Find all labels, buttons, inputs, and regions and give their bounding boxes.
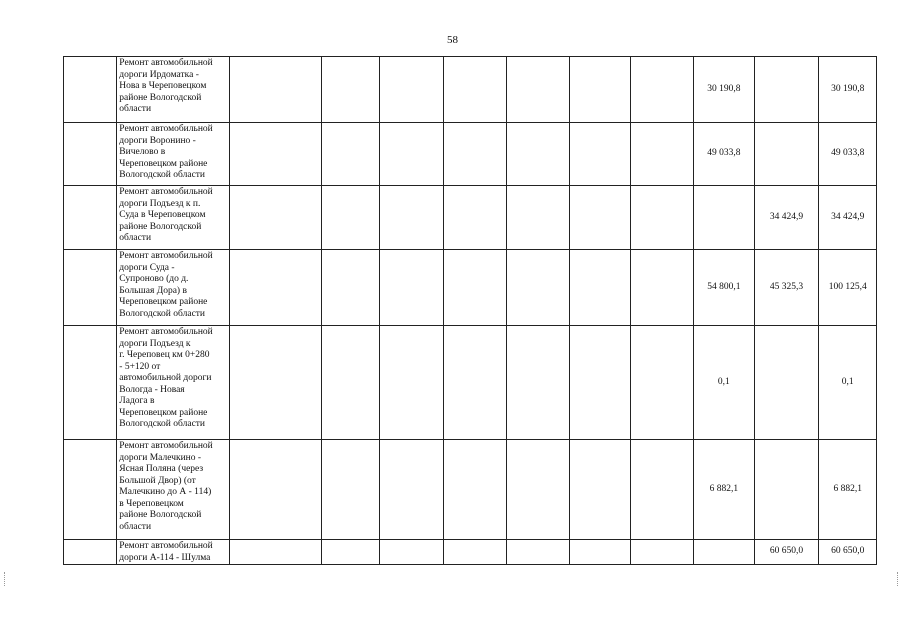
road-repair-description: Ремонт автомобильной дороги Подъезд к п. Суда в Череповецком районе Вологодской области (117, 186, 230, 250)
empty-cell (322, 57, 379, 123)
amount-cell (754, 57, 819, 123)
row-number-cell (64, 123, 117, 186)
amount-cell: 49 033,8 (694, 123, 755, 186)
empty-cell (379, 186, 444, 250)
total-amount-cell: 30 190,8 (819, 57, 877, 123)
empty-cell (569, 250, 631, 326)
empty-cell (379, 440, 444, 540)
empty-cell (230, 123, 322, 186)
total-amount-cell: 34 424,9 (819, 186, 877, 250)
scan-edge-mark-right (897, 572, 900, 586)
table-row (64, 250, 877, 326)
empty-cell (379, 540, 444, 565)
road-repair-description: Ремонт автомобильной дороги А-114 - Шулма (117, 540, 230, 565)
empty-cell (507, 440, 570, 540)
amount-cell: 30 190,8 (694, 57, 755, 123)
road-repair-description: Ремонт автомобильной дороги Воронино - Вичелово в Череповецком районе Вологодской области (117, 123, 230, 186)
row-number-cell (64, 540, 117, 565)
empty-cell (444, 250, 507, 326)
row-number-cell (64, 186, 117, 250)
amount-cell (754, 326, 819, 440)
total-amount-cell: 6 882,1 (819, 440, 877, 540)
empty-cell (631, 250, 694, 326)
amount-cell: 34 424,9 (754, 186, 819, 250)
amount-cell: 60 650,0 (754, 540, 819, 565)
empty-cell (507, 186, 570, 250)
empty-cell (507, 57, 570, 123)
empty-cell (379, 123, 444, 186)
empty-cell (230, 326, 322, 440)
empty-cell (507, 250, 570, 326)
amount-cell (754, 123, 819, 186)
row-number-cell (64, 250, 117, 326)
empty-cell (322, 186, 379, 250)
empty-cell (631, 186, 694, 250)
empty-cell (569, 440, 631, 540)
amount-cell (754, 440, 819, 540)
empty-cell (631, 123, 694, 186)
total-amount-cell: 0,1 (819, 326, 877, 440)
table-row (64, 326, 877, 440)
empty-cell (569, 540, 631, 565)
empty-cell (569, 57, 631, 123)
table-row (64, 123, 877, 186)
total-amount-cell: 49 033,8 (819, 123, 877, 186)
empty-cell (322, 123, 379, 186)
total-amount-cell: 100 125,4 (819, 250, 877, 326)
empty-cell (569, 186, 631, 250)
road-repair-description: Ремонт автомобильной дороги Малечкино - Ясная Поляна (через Большой Двор) (от Малечкино до А - 114) в Череповецком районе Вологодской области (117, 440, 230, 540)
empty-cell (444, 57, 507, 123)
empty-cell (322, 440, 379, 540)
empty-cell (444, 123, 507, 186)
amount-cell (694, 186, 755, 250)
table-row (64, 186, 877, 250)
empty-cell (444, 186, 507, 250)
amount-cell (694, 540, 755, 565)
empty-cell (379, 57, 444, 123)
row-number-cell (64, 57, 117, 123)
empty-cell (631, 57, 694, 123)
empty-cell (230, 540, 322, 565)
scan-edge-mark-left (4, 572, 7, 586)
row-number-cell (64, 440, 117, 540)
table-row (64, 540, 877, 565)
table-row (64, 57, 877, 123)
page-number: 58 (447, 34, 458, 46)
amount-cell: 6 882,1 (694, 440, 755, 540)
empty-cell (230, 186, 322, 250)
empty-cell (444, 540, 507, 565)
empty-cell (507, 123, 570, 186)
road-repair-description: Ремонт автомобильной дороги Суда - Супроново (до д. Большая Дора) в Череповецком районе Вологодской области (117, 250, 230, 326)
empty-cell (569, 123, 631, 186)
amount-cell: 0,1 (694, 326, 755, 440)
empty-cell (507, 540, 570, 565)
empty-cell (379, 326, 444, 440)
empty-cell (444, 326, 507, 440)
empty-cell (631, 540, 694, 565)
amount-cell: 45 325,3 (754, 250, 819, 326)
road-repair-description: Ремонт автомобильной дороги Подъезд к г. Череповец км 0+280 - 5+120 от автомобильной дороги Вологда - Новая Ладога в Череповецком районе Вологодской области (117, 326, 230, 440)
empty-cell (444, 440, 507, 540)
empty-cell (569, 326, 631, 440)
empty-cell (322, 540, 379, 565)
amount-cell: 54 800,1 (694, 250, 755, 326)
empty-cell (631, 440, 694, 540)
empty-cell (230, 440, 322, 540)
empty-cell (507, 326, 570, 440)
total-amount-cell: 60 650,0 (819, 540, 877, 565)
road-repair-description: Ремонт автомобильной дороги Ирдоматка - Нова в Череповецком районе Вологодской области (117, 57, 230, 123)
empty-cell (379, 250, 444, 326)
empty-cell (322, 250, 379, 326)
empty-cell (631, 326, 694, 440)
budget-table (63, 56, 877, 565)
table-row (64, 440, 877, 540)
row-number-cell (64, 326, 117, 440)
empty-cell (230, 57, 322, 123)
empty-cell (230, 250, 322, 326)
empty-cell (322, 326, 379, 440)
